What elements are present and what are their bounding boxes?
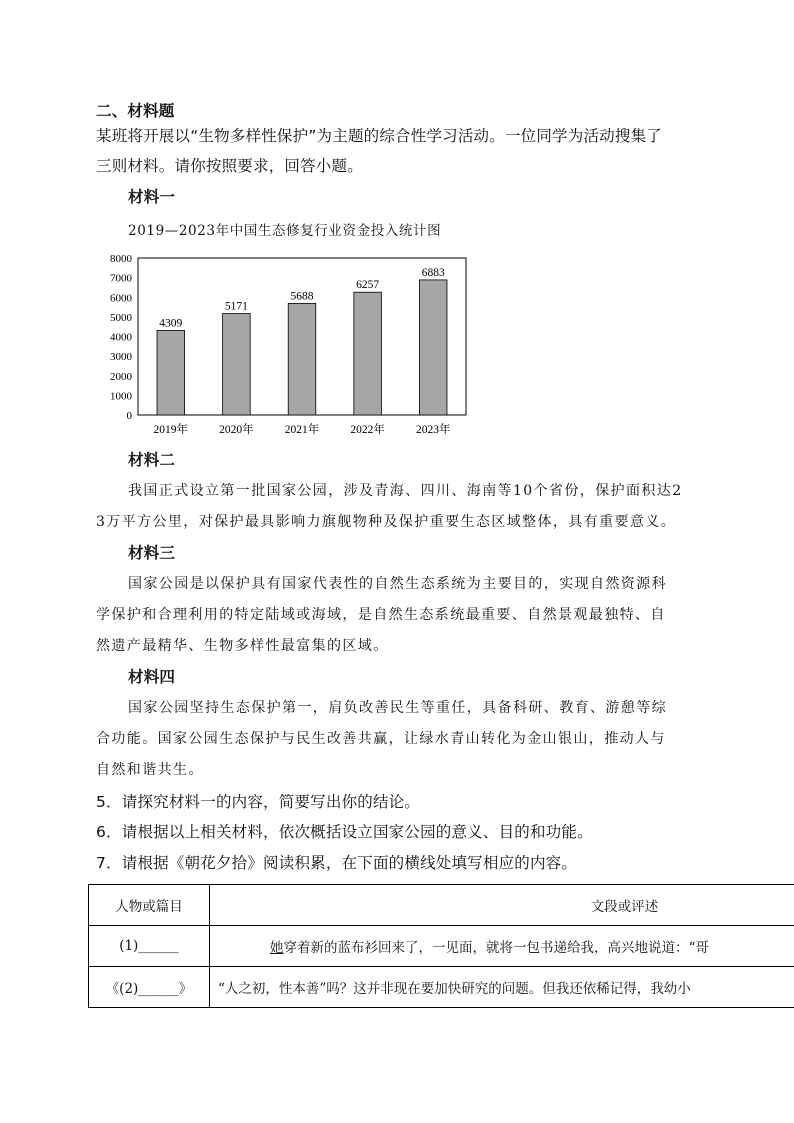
material4-label: 材料四 — [128, 668, 176, 686]
material4-line-1: 国家公园坚持生态保护第一，肩负改善民生等重任，具备科研、教育、游憩等综 — [128, 700, 667, 716]
x-tick-label: 2023年 — [415, 424, 451, 436]
passage-1-underlined: 她 — [270, 940, 284, 956]
y-tick-label: 3000 — [110, 351, 132, 364]
chart-title: 2019—2023年中国生态修复行业资金投入统计图 — [128, 223, 442, 239]
data-label: 6257 — [356, 279, 380, 292]
bar-2020年 — [223, 314, 251, 415]
data-label: 6883 — [421, 266, 445, 279]
y-tick-label: 1000 — [110, 390, 132, 403]
y-tick-label: 2000 — [110, 370, 132, 383]
section-heading: 二、材料题 — [96, 102, 175, 120]
bar-2023年 — [419, 280, 447, 415]
x-tick-label: 2020年 — [219, 424, 254, 436]
y-tick-label: 0 — [126, 410, 132, 422]
y-axis-ticks — [110, 253, 133, 422]
material3-label: 材料三 — [128, 544, 176, 562]
table-row — [89, 926, 794, 967]
material2-label: 材料二 — [128, 451, 176, 469]
bar-2022年 — [354, 292, 382, 415]
header-passage-or-comment: 文段或评述 — [210, 885, 794, 926]
material1-label: 材料一 — [128, 188, 176, 206]
question-5: 5．请探究材料一的内容，简要写出你的结论。 — [96, 793, 421, 811]
material4-line-2: 合功能。国家公园生态保护与民生改善共赢，让绿水青山转化为金山银山，推动人与 — [96, 731, 666, 747]
data-label: 5171 — [224, 300, 248, 313]
y-tick-label: 8000 — [110, 253, 132, 265]
x-tick-label: 2019年 — [153, 424, 189, 436]
data-label: 4309 — [159, 317, 183, 330]
x-tick-label: 2022年 — [350, 424, 385, 436]
question-7: 7．请根据《朝花夕拾》阅读积累，在下面的横线处填写相应的内容。 — [96, 854, 578, 872]
material3-line-3: 然遗产最精华、生物多样性最富集的区域。 — [96, 638, 389, 654]
bar-2019年 — [157, 330, 185, 415]
material3-line-1: 国家公园是以保护具有国家代表性的自然生态系统为主要目的，实现自然资源科 — [128, 576, 667, 592]
data-label: 5688 — [290, 290, 314, 303]
y-tick-label: 5000 — [110, 311, 132, 324]
bar-chart — [96, 248, 476, 443]
reading-table — [88, 884, 794, 1008]
bar-2021年 — [288, 303, 316, 415]
header-person-or-title: 人物或篇目 — [89, 885, 210, 926]
y-tick-label: 7000 — [110, 272, 132, 285]
answer-blank-2[interactable]: 《(2)______》 — [89, 967, 210, 1008]
x-tick-label: 2021年 — [284, 424, 320, 436]
passage-1-text: 穿着新的蓝布衫回来了，一见面，就将一包书递给我，高兴地说道：“哥 — [283, 940, 709, 956]
passage-2: “人之初，性本善”吗？这并非现在要加快研究的问题。但我还依稀记得，我幼小 — [210, 967, 794, 1008]
table-header-row — [89, 885, 794, 926]
material3-line-2: 学保护和合理利用的特定陆域或海域，是自然生态系统最重要、自然景观最独特、自 — [96, 607, 666, 623]
x-axis-labels — [154, 422, 451, 436]
y-tick-label: 6000 — [110, 292, 132, 305]
passage-1 — [210, 926, 794, 967]
question-6: 6．请根据以上相关材料，依次概括设立国家公园的意义、目的和功能。 — [96, 823, 593, 841]
material2-line-2: 3万平方公里，对保护最具影响力旗舰物种及保护重要生态区域整体，具有重要意义。 — [96, 514, 677, 530]
material4-line-3: 自然和谐共生。 — [96, 762, 204, 778]
material2-line-1: 我国正式设立第一批国家公园，涉及青海、四川、海南等10个省份，保护面积达2 — [128, 483, 683, 499]
y-tick-label: 4000 — [110, 331, 132, 344]
answer-blank-1[interactable]: (1)______ — [89, 926, 210, 967]
table-row — [89, 967, 794, 1008]
intro-line-2: 三则材料。请你按照要求，回答小题。 — [96, 157, 363, 175]
intro-line-1: 某班将开展以“生物多样性保护”为主题的综合性学习活动。一位同学为活动搜集了 — [96, 127, 662, 145]
